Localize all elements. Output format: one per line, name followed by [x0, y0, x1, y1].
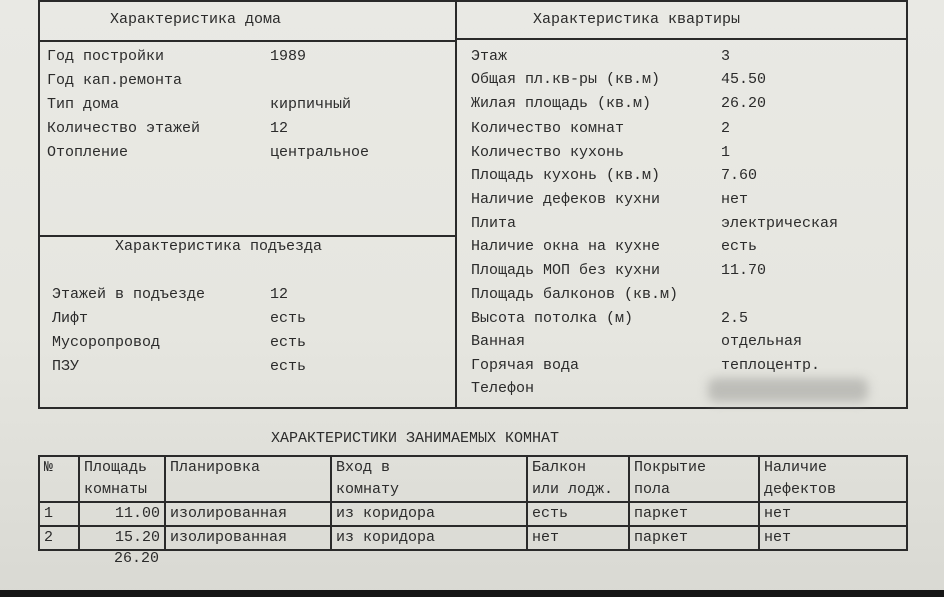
- house-label: Год кап.ремонта: [47, 72, 183, 89]
- table-cell: нет: [759, 526, 907, 550]
- apartment-value: 2: [721, 120, 731, 137]
- entrance-section-title: Характеристика подъезда: [115, 238, 323, 255]
- table-cell: паркет: [629, 502, 759, 526]
- column-header: Площадь комнаты: [79, 456, 165, 502]
- apartment-label: Высота потолка (м): [471, 310, 634, 327]
- rooms-section-title: ХАРАКТЕРИСТИКИ ЗАНИМАЕМЫХ КОМНАТ: [271, 430, 560, 447]
- apartment-value: 3: [721, 48, 731, 65]
- apartment-value: 7.60: [721, 167, 758, 184]
- apartment-label: Этаж: [471, 48, 508, 65]
- apartment-label: Площадь МОП без кухни: [471, 262, 661, 279]
- left-header-rule: [38, 40, 456, 42]
- apartment-value: 45.50: [721, 71, 767, 88]
- entrance-label: Этажей в подъезде: [52, 286, 206, 303]
- table-cell: нет: [759, 502, 907, 526]
- house-value: 1989: [270, 48, 307, 65]
- apartment-label: Жилая площадь (кв.м): [471, 95, 652, 112]
- column-header: Покрытие пола: [629, 456, 759, 502]
- house-value: центральное: [270, 144, 370, 161]
- table-cell: изолированная: [165, 502, 331, 526]
- table-cell: есть: [527, 502, 629, 526]
- entrance-value: есть: [270, 358, 307, 375]
- rooms-table: [38, 455, 908, 551]
- column-header: Вход в комнату: [331, 456, 527, 502]
- house-label: Тип дома: [47, 96, 120, 113]
- entrance-label: Лифт: [52, 310, 89, 327]
- apartment-value: электрическая: [721, 215, 839, 232]
- table-cell: паркет: [629, 526, 759, 550]
- apartment-label: Горячая вода: [471, 357, 580, 374]
- apartment-value: 2.5: [721, 310, 749, 327]
- rooms-total-area: 26.20: [114, 550, 160, 567]
- entrance-value: есть: [270, 334, 307, 351]
- apartment-section-title: Характеристика квартиры: [533, 11, 741, 28]
- table-row: [39, 502, 907, 526]
- table-cell: 11.00: [79, 502, 165, 526]
- frame-divider-vertical: [455, 0, 457, 409]
- apartment-label: Плита: [471, 215, 517, 232]
- apartment-value: отдельная: [721, 333, 803, 350]
- right-header-rule: [456, 38, 908, 40]
- table-cell: изолированная: [165, 526, 331, 550]
- apartment-value: нет: [721, 191, 749, 208]
- column-header: Балкон или лодж.: [527, 456, 629, 502]
- apartment-value: теплоцентр.: [721, 357, 821, 374]
- table-cell: 2: [39, 526, 79, 550]
- house-value: кирпичный: [270, 96, 352, 113]
- apartment-label: Общая пл.кв-ры (кв.м): [471, 71, 661, 88]
- table-cell: из коридора: [331, 526, 527, 550]
- apartment-label: Наличие дефеков кухни: [471, 191, 661, 208]
- apartment-value: 1: [721, 144, 731, 161]
- column-header: №: [39, 456, 79, 502]
- table-cell: 1: [39, 502, 79, 526]
- apartment-label: Количество комнат: [471, 120, 625, 137]
- apartment-label: Телефон: [471, 380, 535, 397]
- photo-edge: [0, 590, 944, 597]
- entrance-label: Мусоропровод: [52, 334, 161, 351]
- column-header: Наличие дефектов: [759, 456, 907, 502]
- table-header-row: [39, 456, 907, 502]
- apartment-label: Ванная: [471, 333, 526, 350]
- entrance-label: ПЗУ: [52, 358, 80, 375]
- apartment-label: Площадь балконов (кв.м): [471, 286, 679, 303]
- house-label: Отопление: [47, 144, 129, 161]
- redacted-phone: [708, 378, 868, 402]
- apartment-value: есть: [721, 238, 758, 255]
- house-section-title: Характеристика дома: [110, 11, 282, 28]
- apartment-label: Наличие окна на кухне: [471, 238, 661, 255]
- entrance-value: есть: [270, 310, 307, 327]
- house-value: 12: [270, 120, 289, 137]
- entrance-divider: [38, 235, 456, 237]
- house-label: Год постройки: [47, 48, 165, 65]
- column-header: Планировка: [165, 456, 331, 502]
- table-row: [39, 526, 907, 550]
- table-cell: из коридора: [331, 502, 527, 526]
- house-label: Количество этажей: [47, 120, 201, 137]
- table-cell: 15.20: [79, 526, 165, 550]
- table-cell: нет: [527, 526, 629, 550]
- apartment-value: 26.20: [721, 95, 767, 112]
- entrance-value: 12: [270, 286, 289, 303]
- apartment-label: Количество кухонь: [471, 144, 625, 161]
- apartment-label: Площадь кухонь (кв.м): [471, 167, 661, 184]
- apartment-value: 11.70: [721, 262, 767, 279]
